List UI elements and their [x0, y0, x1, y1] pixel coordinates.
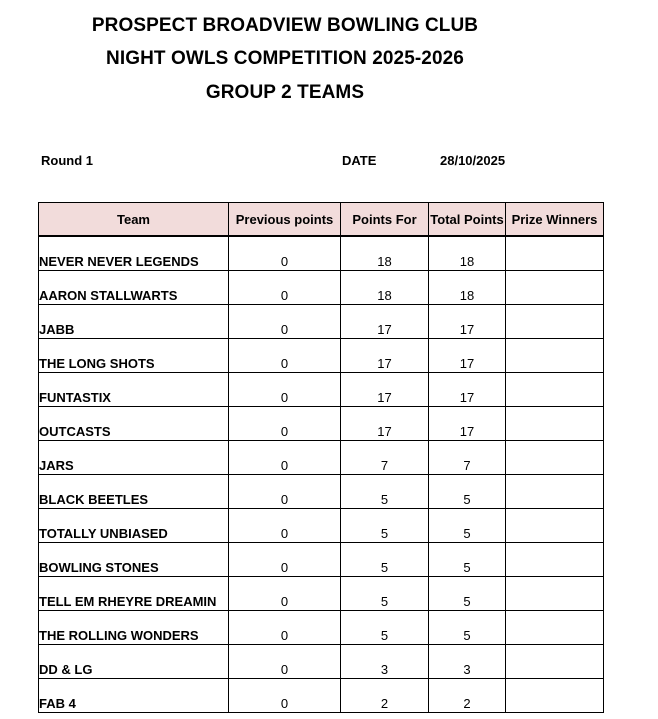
date-value: 28/10/2025: [440, 153, 506, 168]
points-for: 3: [341, 645, 429, 679]
table-row: [39, 645, 604, 679]
prize-winners: [506, 645, 604, 679]
team-name: JARS: [39, 441, 229, 475]
previous-points: 0: [229, 373, 341, 407]
table-row: [39, 339, 604, 373]
previous-points: 0: [229, 305, 341, 339]
prize-winners: [506, 271, 604, 305]
club-title: PROSPECT BROADVIEW BOWLING CLUB: [91, 15, 479, 36]
table-row: [39, 236, 604, 271]
table-row: [39, 509, 604, 543]
team-name: JABB: [39, 305, 229, 339]
previous-points: 0: [229, 509, 341, 543]
total-points: 5: [429, 543, 506, 577]
points-for: 5: [341, 543, 429, 577]
table-row: [39, 543, 604, 577]
points-for: 17: [341, 305, 429, 339]
column-header-previous-points: Previous points: [229, 203, 341, 237]
table-row: [39, 271, 604, 305]
total-points: 5: [429, 509, 506, 543]
team-name: TELL EM RHEYRE DREAMIN: [39, 577, 229, 611]
prize-winners: [506, 236, 604, 271]
points-for: 7: [341, 441, 429, 475]
points-for: 2: [341, 679, 429, 713]
points-for: 5: [341, 577, 429, 611]
column-header-total-points: Total Points: [429, 203, 506, 237]
table-row: [39, 475, 604, 509]
competition-title: NIGHT OWLS COMPETITION 2025-2026: [106, 48, 464, 69]
table-row: [39, 373, 604, 407]
prize-winners: [506, 577, 604, 611]
total-points: 7: [429, 441, 506, 475]
previous-points: 0: [229, 407, 341, 441]
total-points: 2: [429, 679, 506, 713]
total-points: 18: [429, 271, 506, 305]
total-points: 5: [429, 475, 506, 509]
previous-points: 0: [229, 543, 341, 577]
team-name: THE ROLLING WONDERS: [39, 611, 229, 645]
table-header-row: [39, 203, 604, 237]
previous-points: 0: [229, 271, 341, 305]
points-for: 17: [341, 373, 429, 407]
total-points: 3: [429, 645, 506, 679]
team-name: BOWLING STONES: [39, 543, 229, 577]
team-name: THE LONG SHOTS: [39, 339, 229, 373]
total-points: 17: [429, 407, 506, 441]
total-points: 5: [429, 611, 506, 645]
prize-winners: [506, 543, 604, 577]
points-for: 5: [341, 475, 429, 509]
prize-winners: [506, 339, 604, 373]
results-table: [38, 202, 604, 713]
points-for: 5: [341, 509, 429, 543]
previous-points: 0: [229, 645, 341, 679]
previous-points: 0: [229, 577, 341, 611]
total-points: 17: [429, 305, 506, 339]
team-name: BLACK BEETLES: [39, 475, 229, 509]
previous-points: 0: [229, 679, 341, 713]
table-row: [39, 679, 604, 713]
points-for: 5: [341, 611, 429, 645]
table-row: [39, 305, 604, 339]
total-points: 17: [429, 339, 506, 373]
team-name: FUNTASTIX: [39, 373, 229, 407]
team-name: OUTCASTS: [39, 407, 229, 441]
prize-winners: [506, 509, 604, 543]
prize-winners: [506, 679, 604, 713]
points-for: 17: [341, 339, 429, 373]
previous-points: 0: [229, 441, 341, 475]
team-name: NEVER NEVER LEGENDS: [39, 236, 229, 271]
prize-winners: [506, 475, 604, 509]
previous-points: 0: [229, 236, 341, 271]
table-row: [39, 611, 604, 645]
team-name: AARON STALLWARTS: [39, 271, 229, 305]
column-header-points-for: Points For: [341, 203, 429, 237]
prize-winners: [506, 611, 604, 645]
prize-winners: [506, 373, 604, 407]
table-row: [39, 577, 604, 611]
team-name: TOTALLY UNBIASED: [39, 509, 229, 543]
previous-points: 0: [229, 339, 341, 373]
table-row: [39, 407, 604, 441]
prize-winners: [506, 407, 604, 441]
points-for: 17: [341, 407, 429, 441]
points-for: 18: [341, 271, 429, 305]
column-header-prize-winners: Prize Winners: [506, 203, 604, 237]
points-for: 18: [341, 236, 429, 271]
team-name: FAB 4: [39, 679, 229, 713]
round-label: Round 1: [41, 153, 93, 168]
team-name: DD & LG: [39, 645, 229, 679]
previous-points: 0: [229, 475, 341, 509]
group-title: GROUP 2 TEAMS: [205, 82, 365, 103]
prize-winners: [506, 305, 604, 339]
column-header-team: Team: [39, 203, 229, 237]
total-points: 17: [429, 373, 506, 407]
date-label: DATE: [342, 153, 377, 168]
prize-winners: [506, 441, 604, 475]
table-row: [39, 441, 604, 475]
total-points: 18: [429, 236, 506, 271]
previous-points: 0: [229, 611, 341, 645]
total-points: 5: [429, 577, 506, 611]
